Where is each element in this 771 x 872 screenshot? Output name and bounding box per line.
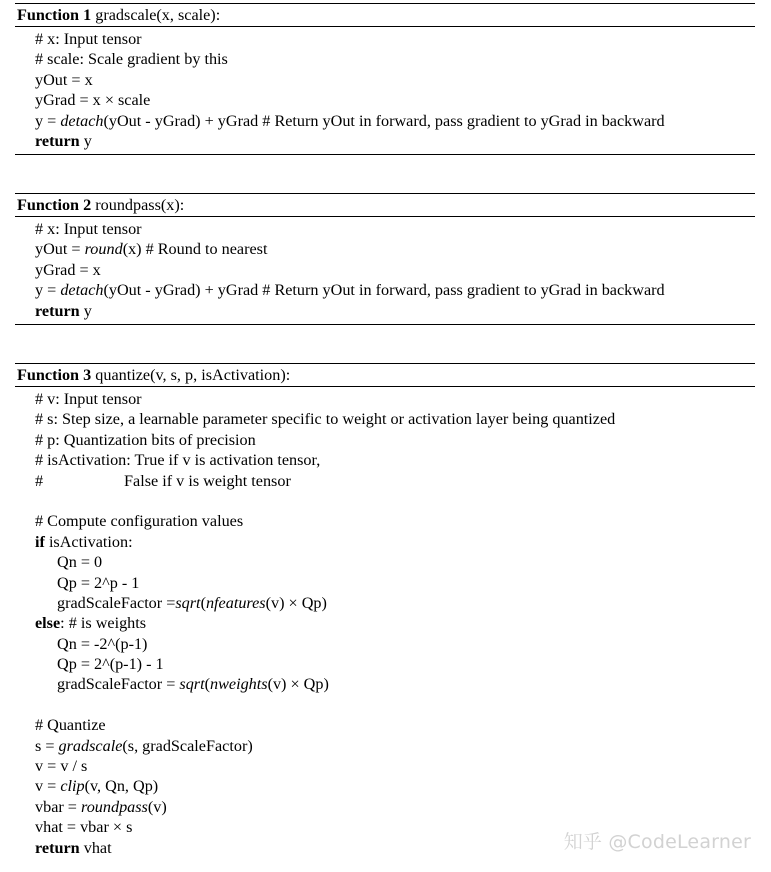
algorithm-caption (15, 194, 755, 216)
algorithm-label: Function 2 (17, 196, 92, 214)
algorithm-2 (15, 193, 755, 325)
algorithm-body (15, 27, 755, 154)
keyword: return (35, 131, 80, 150)
algorithm-body (15, 387, 755, 861)
code-line: # Compute configuration values (35, 512, 244, 531)
keyword: else (35, 614, 61, 633)
code-line: # Quantize (35, 716, 106, 735)
code-line: # scale: Scale gradient by this (35, 50, 228, 69)
code-line: else: # is weights (35, 614, 147, 633)
code-line: Qn = 0 (57, 553, 103, 572)
function-name: detach (60, 111, 104, 130)
code-line: v = v / s (35, 757, 88, 776)
code-line: yOut = round(x) # Round to nearest (35, 240, 268, 259)
algorithm-body (15, 217, 755, 324)
function-name: round (84, 240, 123, 259)
function-name: sqrt (175, 593, 201, 612)
function-name: sqrt (179, 675, 205, 694)
code-line: yGrad = x × scale (35, 91, 151, 110)
code-line: # s: Step size, a learnable parameter specific to weight or activation layer being quantized (35, 410, 616, 429)
bottom-rule (15, 154, 755, 155)
code-line: vhat = vbar × s (35, 818, 133, 837)
code-line: if isActivation: (35, 532, 133, 551)
code-line: Qp = 2^(p-1) - 1 (57, 655, 164, 674)
algorithm-signature: quantize(v, s, p, isActivation): (95, 366, 291, 384)
code-line (35, 695, 755, 715)
algorithm-label: Function 3 (17, 366, 92, 384)
function-name: gradscale (58, 736, 123, 755)
code-line: s = gradscale(s, gradScaleFactor) (35, 736, 253, 755)
code-line: return y (35, 131, 92, 150)
code-line: return vhat (35, 838, 112, 857)
algorithm-caption (15, 364, 755, 386)
algorithm-caption (15, 4, 755, 26)
algorithm-1 (15, 3, 755, 155)
code-line: # p: Quantization bits of precision (35, 430, 256, 449)
code-line: # v: Input tensor (35, 390, 142, 408)
algorithm-signature: gradscale(x, scale): (95, 6, 221, 24)
keyword: return (35, 838, 80, 857)
code-line: vbar = roundpass(v) (35, 797, 167, 816)
code-line: gradScaleFactor =sqrt(nfeatures(v) × Qp) (57, 593, 327, 612)
code-line: y = detach(yOut - yGrad) + yGrad # Return yOut in forward, pass gradient to yGrad in backward (35, 281, 665, 300)
function-name: detach (60, 281, 104, 300)
code-line: yOut = x (35, 70, 93, 89)
code-line: # x: Input tensor (35, 220, 142, 238)
code-line: # isActivation: True if v is activation tensor, (35, 451, 321, 470)
function-name: nfeatures (205, 593, 266, 612)
code-line (35, 491, 755, 511)
watermark: 知乎 @CodeLearner (563, 831, 751, 853)
code-line: Qn = -2^(p-1) (57, 634, 148, 653)
algorithm-3 (15, 363, 755, 861)
code-line: v = clip(v, Qn, Qp) (35, 777, 159, 796)
code-line: y = detach(yOut - yGrad) + yGrad # Return yOut in forward, pass gradient to yGrad in backward (35, 111, 665, 130)
code-line: Qp = 2^p - 1 (57, 573, 140, 592)
code-line: # x: Input tensor (35, 30, 142, 48)
code-line: # False if v is weight tensor (35, 471, 291, 490)
code-line: return y (35, 301, 92, 320)
keyword: return (35, 301, 80, 320)
code-line: gradScaleFactor = sqrt(nweights(v) × Qp) (57, 675, 329, 694)
bottom-rule (15, 324, 755, 325)
function-name: clip (60, 777, 85, 796)
algorithm-signature: roundpass(x): (95, 196, 185, 214)
function-name: nweights (210, 675, 268, 694)
function-name: roundpass (81, 797, 148, 816)
keyword: if (35, 532, 45, 551)
code-line: yGrad = x (35, 260, 101, 279)
algorithm-label: Function 1 (17, 6, 92, 24)
